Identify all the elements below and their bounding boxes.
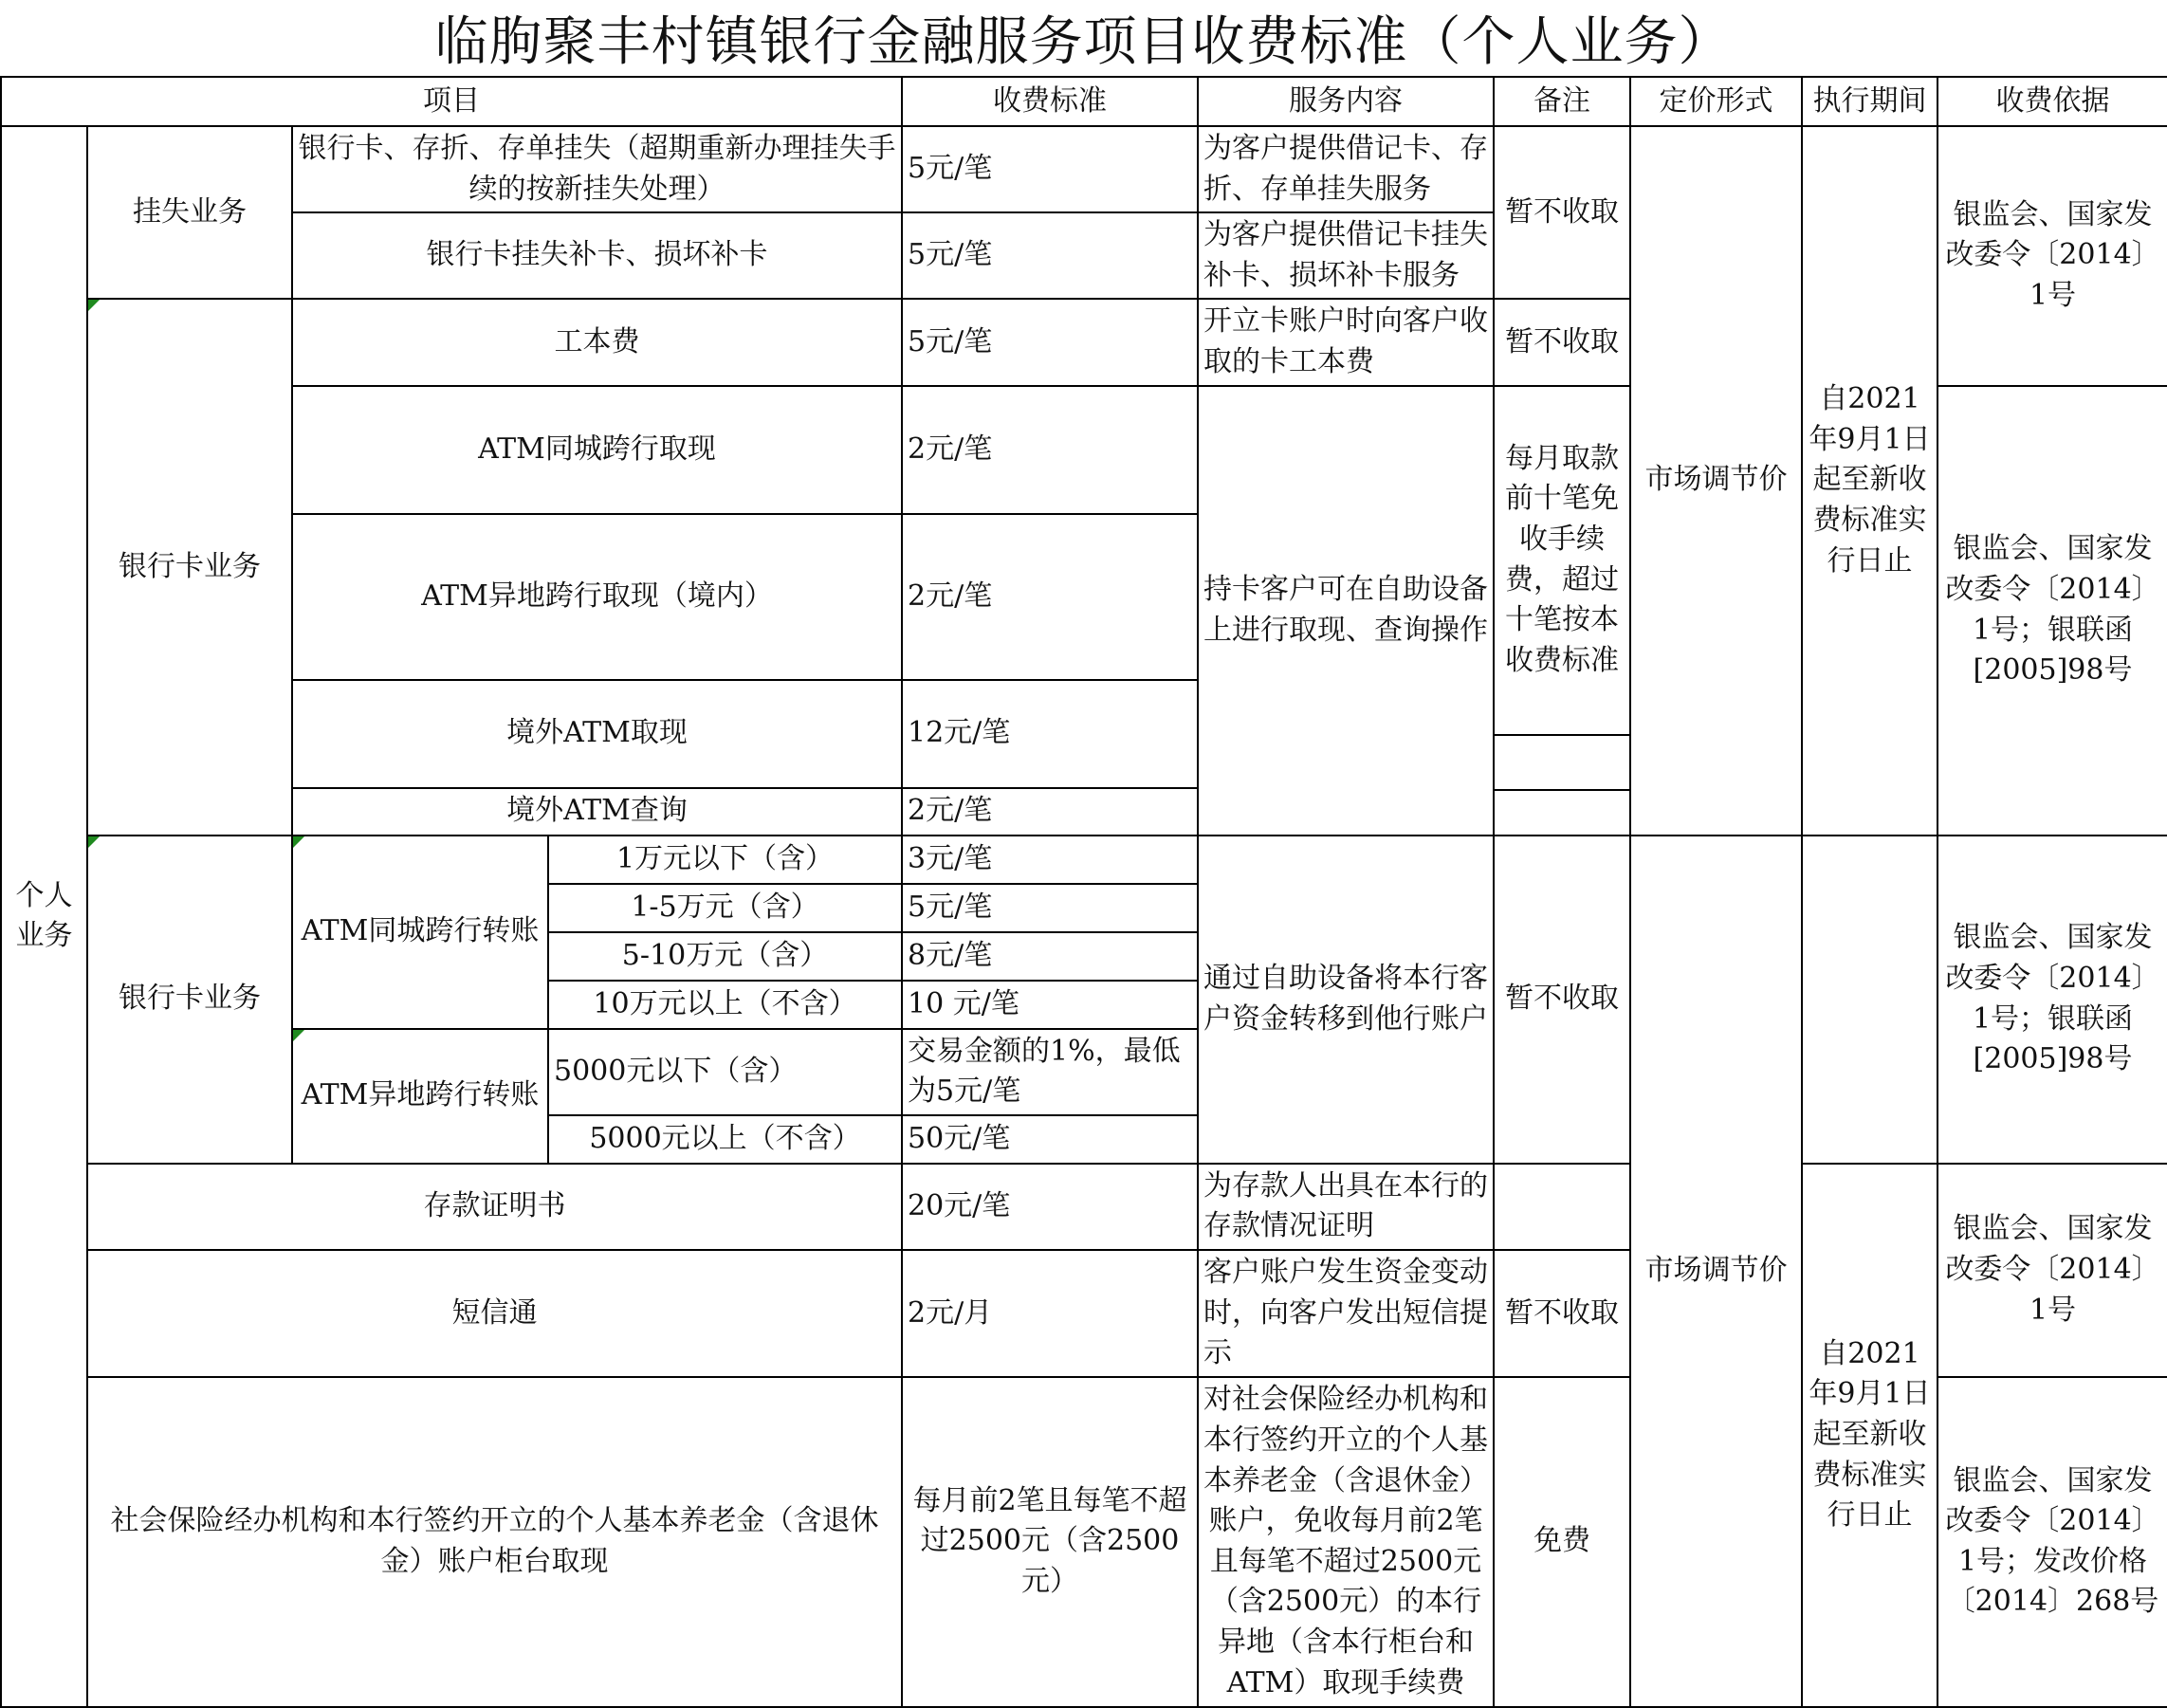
fee-table [0,76,2167,1708]
loss-category: 挂失业务 [87,126,292,299]
pension-service: 对社会保险经办机构和本行签约开立的个人基本养老金（含退休金）账户，免收每月前2笔且每笔不超过2500元（含2500元）的本行异地（含本行柜台和ATM）取现手续费 [1198,1377,1494,1707]
local-tier-fee: 5元/笔 [902,884,1198,932]
header-basis: 收费依据 [1937,77,2167,126]
table-row [1,836,2167,884]
loss-note: 暂不收取 [1494,126,1630,299]
lower-basis: 银监会、国家发改委令〔2014〕1号 [1937,1164,2167,1377]
atm-foreign-query-item: 境外ATM查询 [292,788,902,836]
remote-tier-fee: 50元/笔 [902,1115,1198,1164]
period-1: 自2021年9月1日起至新收费标准实行日止 [1802,126,1937,836]
local-tier-range: 5-10万元（含） [548,932,902,981]
period-empty [1802,836,1937,1164]
local-tier-fee: 8元/笔 [902,932,1198,981]
loss-service-1: 为客户提供借记卡、存折、存单挂失服务 [1198,126,1494,212]
atm-foreign-note-empty [1494,735,1630,790]
pension-item: 社会保险经办机构和本行签约开立的个人基本养老金（含退休金）账户柜台取现 [87,1377,902,1707]
atm-cash-service: 持卡客户可在自助设备上进行取现、查询操作 [1198,386,1494,836]
header-period: 执行期间 [1802,77,1937,126]
card-cost-service: 开立卡账户时向客户收取的卡工本费 [1198,299,1494,385]
pension-note: 免费 [1494,1377,1630,1707]
local-transfer-label: ATM同城跨行转账 [292,836,548,1029]
header-pricing: 定价形式 [1630,77,1802,126]
atm-foreign-cash-item: 境外ATM取现 [292,680,902,788]
atm-basis: 银监会、国家发改委令〔2014〕1号；银联函[2005]98号 [1937,386,2167,836]
deposit-cert-service: 为存款人出具在本行的存款情况证明 [1198,1164,1494,1250]
local-tier-range: 1-5万元（含） [548,884,902,932]
page-title: 临朐聚丰村镇银行金融服务项目收费标准（个人业务） [434,11,1733,73]
atm-cash-note: 每月取款前十笔免收手续费，超过十笔按本收费标准 [1494,386,1630,735]
atm-remote-cash-item: ATM异地跨行取现（境内） [292,514,902,680]
atm-foreign-cash-fee: 12元/笔 [902,680,1198,788]
remote-transfer-label: ATM异地跨行转账 [292,1029,548,1164]
atm-local-cash-item: ATM同城跨行取现 [292,386,902,514]
header-note: 备注 [1494,77,1630,126]
remote-tier-range: 5000元以下（含） [548,1029,902,1115]
atm-foreign-query-fee: 2元/笔 [902,788,1198,836]
loss-fee-1: 5元/笔 [902,126,1198,212]
sms-service: 客户账户发生资金变动时，向客户发出短信提示 [1198,1250,1494,1377]
atm-foreign-query-note-empty [1494,790,1630,836]
sms-fee: 2元/月 [902,1250,1198,1377]
transfer-basis: 银监会、国家发改委令〔2014〕1号；银联函[2005]98号 [1937,836,2167,1164]
atm-local-cash-fee: 2元/笔 [902,386,1198,514]
transfer-note: 暂不收取 [1494,836,1630,1164]
deposit-cert-item: 存款证明书 [87,1164,902,1250]
atm-remote-cash-fee: 2元/笔 [902,514,1198,680]
table-row [1,126,2167,212]
header-item: 项目 [1,77,902,126]
header-fee: 收费标准 [902,77,1198,126]
card-cost-item: 工本费 [292,299,902,385]
period-2: 自2021年9月1日起至新收费标准实行日止 [1802,1164,1937,1707]
loss-basis: 银监会、国家发改委令〔2014〕1号 [1937,126,2167,386]
local-tier-range: 10万元以上（不含） [548,981,902,1029]
remote-tier-range: 5000元以上（不含） [548,1115,902,1164]
local-tier-range: 1万元以下（含） [548,836,902,884]
loss-service-2: 为客户提供借记卡挂失补卡、损坏补卡服务 [1198,212,1494,299]
pension-basis: 银监会、国家发改委令〔2014〕1号；发改价格〔2014〕268号 [1937,1377,2167,1707]
pension-fee: 每月前2笔且每笔不超过2500元（含2500元） [902,1377,1198,1707]
transfer-service: 通过自助设备将本行客户资金转移到他行账户 [1198,836,1494,1164]
sms-note: 暂不收取 [1494,1250,1630,1377]
card-category-2: 银行卡业务 [87,836,292,1164]
card-category-1: 银行卡业务 [87,299,292,835]
deposit-cert-note-empty [1494,1164,1630,1250]
loss-item-1: 银行卡、存折、存单挂失（超期重新办理挂失手续的按新挂失处理） [292,126,902,212]
local-tier-fee: 3元/笔 [902,836,1198,884]
pricing-market-2: 市场调节价 [1630,836,1802,1707]
card-cost-note: 暂不收取 [1494,299,1630,385]
header-service: 服务内容 [1198,77,1494,126]
card-cost-fee: 5元/笔 [902,299,1198,385]
table-row [1,1164,2167,1250]
loss-item-2: 银行卡挂失补卡、损坏补卡 [292,212,902,299]
remote-tier-fee: 交易金额的1%，最低为5元/笔 [902,1029,1198,1115]
personal-business-label: 个人业务 [1,126,87,1707]
header-row [1,77,2167,126]
pricing-market-1: 市场调节价 [1630,126,1802,836]
local-tier-fee: 10 元/笔 [902,981,1198,1029]
loss-fee-2: 5元/笔 [902,212,1198,299]
sms-item: 短信通 [87,1250,902,1377]
deposit-cert-fee: 20元/笔 [902,1164,1198,1250]
